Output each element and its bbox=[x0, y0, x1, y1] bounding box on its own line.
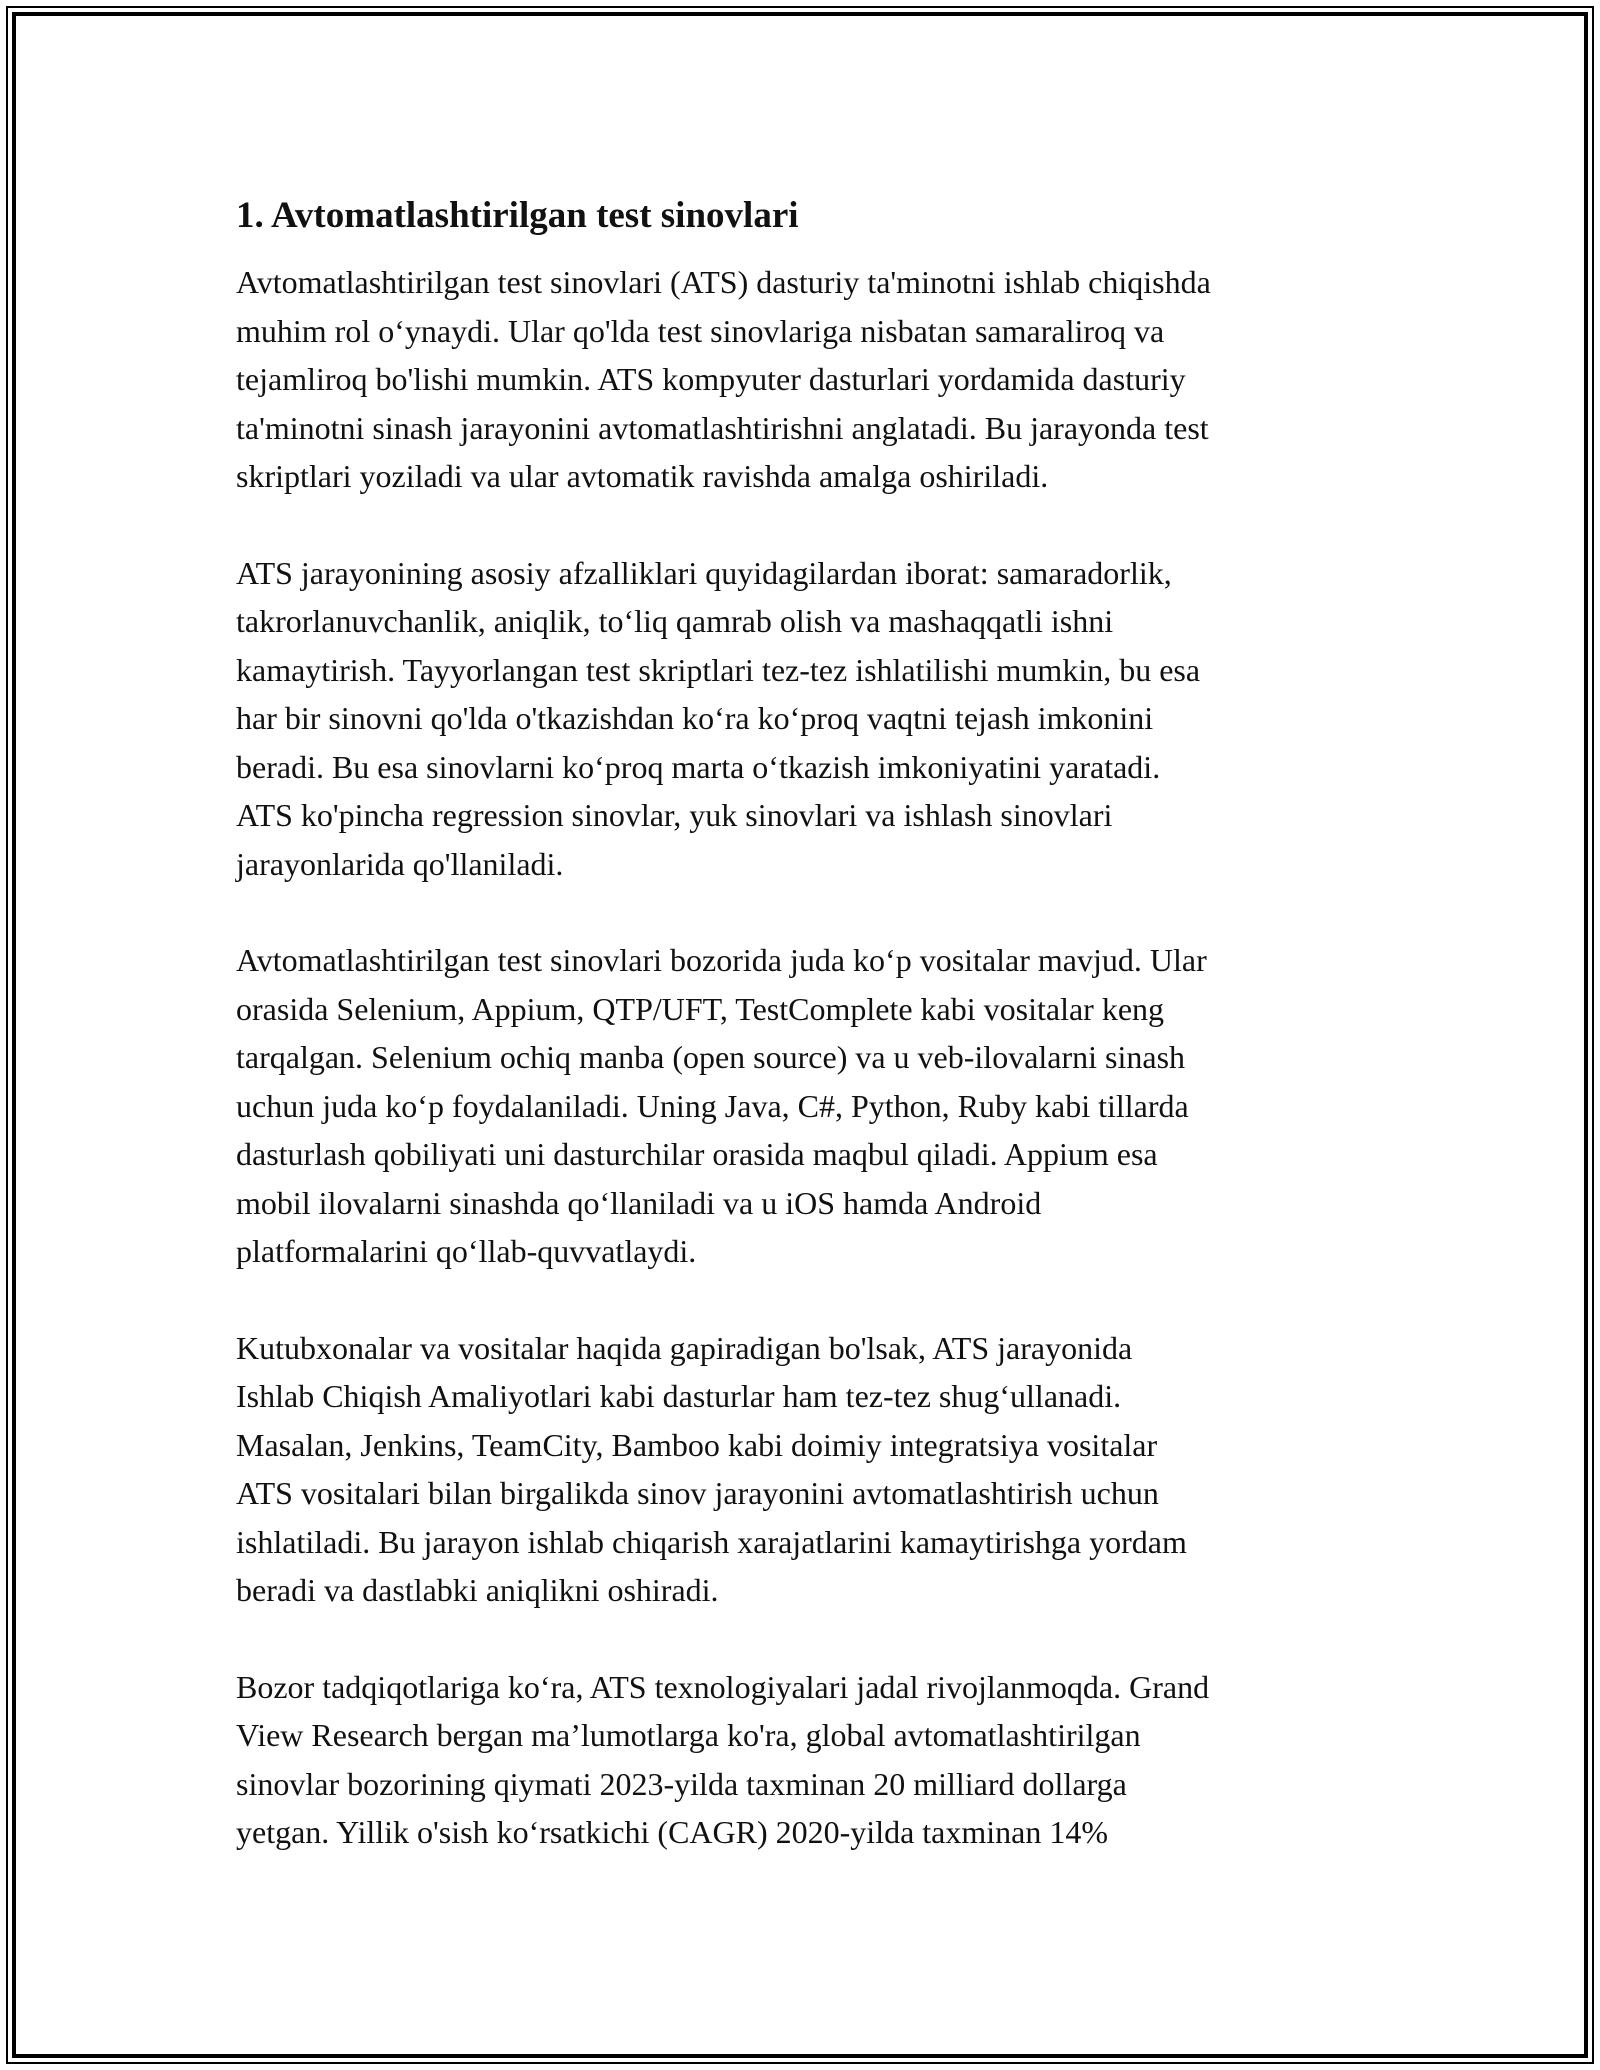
paragraph-ats-advantages: ATS jarayonining asosiy afzalliklari quyidagilardan iborat: samaradorlik, takrorlanuvchanlik, aniqlik, to‘liq qamrab olish va mashaqqatli ishni kamaytirish. Tayyorlangan test skriptlari tez-tez ishlatilishi mumkin, bu esa har bir sinovni qo'lda o'tkazishdan ko‘ra ko‘proq vaqtni tejash imkonini beradi. Bu esa sinovlarni ko‘proq marta o‘tkazish imkoniyatini yaratadi. ATS ko'pincha regression sinovlar, yuk sinovlari va ishlash sinovlari jarayonlarida qo'llaniladi. bbox=[236, 554, 1201, 882]
document-page bbox=[236, 192, 1376, 1857]
paragraph-ats-introduction: Avtomatlashtirilgan test sinovlari (ATS) dasturiy ta'minotni ishlab chiqishda muhim rol o‘ynaydi. Ular qo'lda test sinovlariga nisbatan samaraliroq va tejamliroq bo'lishi mumkin. ATS kompyuter dasturlari yordamida dasturiy ta'minotni sinash jarayonini avtomatlashtirishni anglatadi. Bu jarayonda test skriptlari yoziladi va ular avtomatik ravishda amalga oshiriladi. bbox=[236, 264, 1211, 494]
section-heading: 1. Avtomatlashtirilgan test sinovlari bbox=[236, 195, 799, 236]
paragraph-ci-tools: Kutubxonalar va vositalar haqida gapiradigan bo'lsak, ATS jarayonida Ishlab Chiqish Amaliyotlari kabi dasturlar ham tez-tez shug‘ullanadi. Masalan, Jenkins, TeamCity, Bamboo kabi doimiy integratsiya vositalar ATS vositalari bilan birgalikda sinov jarayonini avtomatlashtirish uchun ishlatiladi. Bu jarayon ishlab chiqarish xarajatlarini kamaytirishga yordam beradi va dastlabki aniqlikni oshiradi. bbox=[236, 1329, 1187, 1608]
paragraph-market-research: Bozor tadqiqotlariga ko‘ra, ATS texnologiyalari jadal rivojlanmoqda. Grand View Research bergan ma’lumotlarga ko'ra, global avtomatlashtirilgan sinovlar bozorining qiymati 2023-yilda taxminan 20 milliard dollarga yetgan. Yillik o'sish ko‘rsatkichi (CAGR) 2020-yilda taxminan 14% bbox=[236, 1668, 1210, 1850]
paragraph-ats-tools: Avtomatlashtirilgan test sinovlari bozorida juda ko‘p vositalar mavjud. Ular orasida Selenium, Appium, QTP/UFT, TestComplete kabi vositalar keng tarqalgan. Selenium ochiq manba (open source) va u veb-ilovalarni sinash uchun juda ko‘p foydalaniladi. Uning Java, C#, Python, Ruby kabi tillarda dasturlash qobiliyati uni dasturchilar orasida maqbul qiladi. Appium esa mobil ilovalarni sinashda qo‘llaniladi va u iOS hamda Android platformalarini qo‘llab-quvvatlaydi. bbox=[236, 942, 1207, 1269]
